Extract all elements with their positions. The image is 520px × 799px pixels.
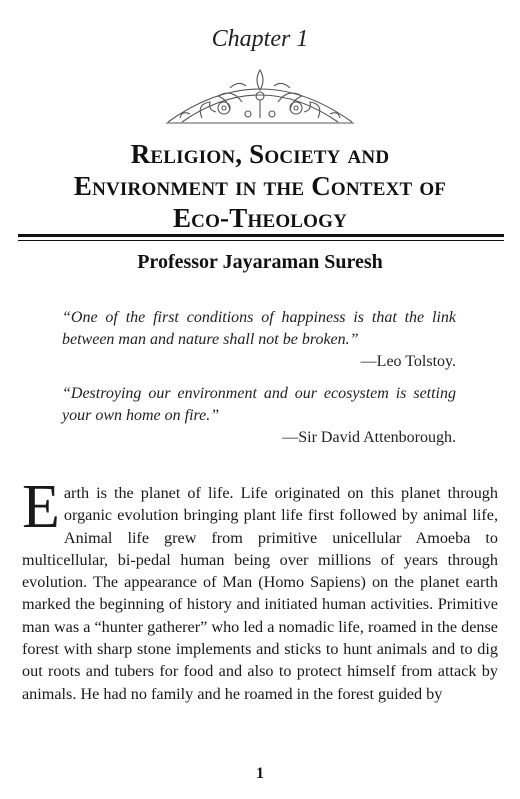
quote-text: “Destroying our environment and our ecosystem is setting your own home on fire.” (62, 385, 456, 424)
drop-cap: E (22, 473, 60, 541)
chapter-label: Chapter 1 (211, 26, 309, 52)
quote-attribution: —Leo Tolstoy. (360, 353, 456, 370)
page-number: 1 (256, 765, 264, 782)
epigraph-quote (62, 307, 456, 373)
author-name: Professor Jayaraman Suresh (137, 251, 383, 273)
quote-attribution: —Sir David Attenborough. (282, 429, 456, 446)
chapter-title (0, 138, 520, 234)
quote-text: “One of the first conditions of happiness is that the link between man and nature shall not be broken.” (62, 309, 456, 348)
decorative-ornament-icon (162, 62, 358, 126)
title-line-1: Religion, Society and (130, 139, 390, 169)
body-paragraph-text: arth is the planet of life. Life originated on this planet through organic evolution bringing plant life first followed by animal life, Animal life grew from primitive unicellular Amoeba to multicellular, bi-pedal human being over millions of years through evolution. The appearance of Man (Homo Sapiens) on the planet earth marked the beginning of history and initiated human activities. Primitive man was a “hunter gatherer” who led a nomadic life, roamed in the dense forest with sharp stone implements and sticks to hunt animals and to dig out roots and tubers for food and also to protect himself from attack by animals. He had no family and he roamed in the forest guided by (22, 484, 498, 703)
epigraph-quote (62, 383, 456, 449)
body-paragraph (22, 473, 498, 705)
title-divider-thick (18, 234, 504, 237)
title-line-2: Environment in the Context of (73, 171, 447, 201)
title-divider-thin (18, 240, 504, 241)
title-line-3: Eco-Theology (172, 203, 348, 233)
